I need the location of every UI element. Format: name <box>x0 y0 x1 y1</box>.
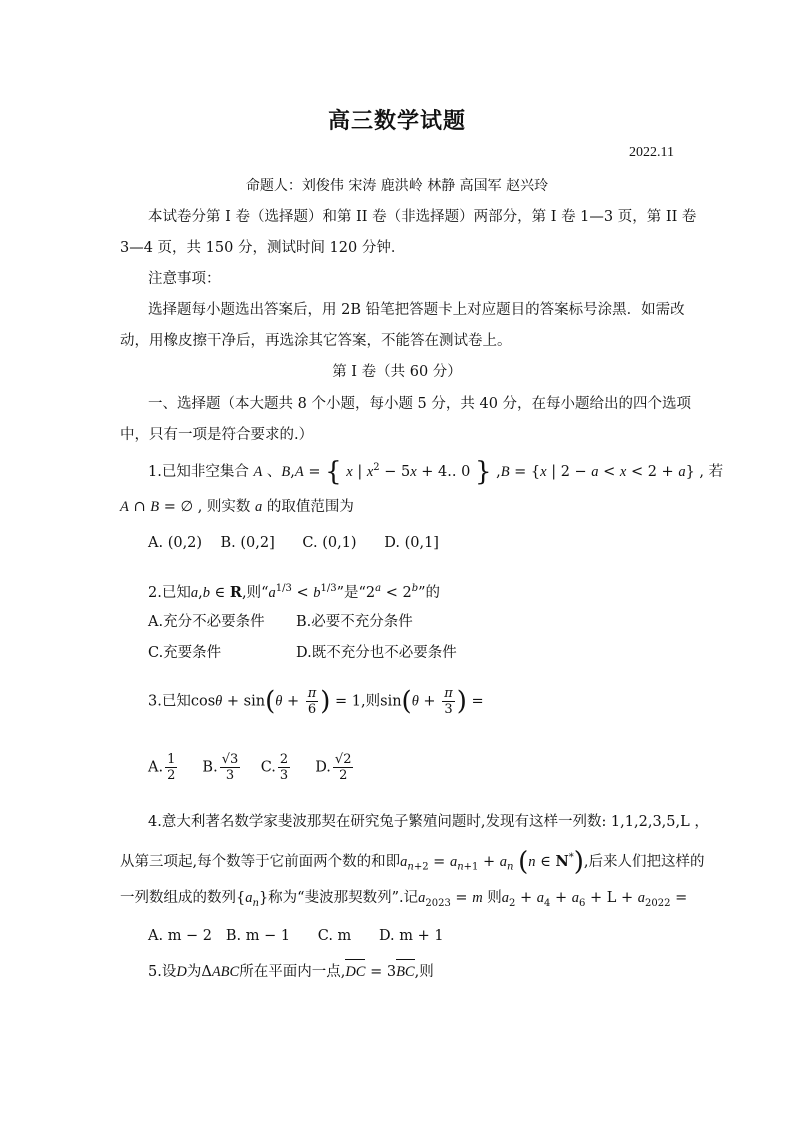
q3-prefix: 3.已知 <box>148 693 191 710</box>
q2-option-c: C.充要条件 <box>148 645 222 661</box>
intro-line-1: 本试卷分第 I 卷（选择题）和第 II 卷（非选择题）两部分，第 I 卷 1—3 页，第 II 卷 <box>148 209 697 225</box>
section-instruction-1: 一、选择题（本大题共 8 个小题，每小题 5 分，共 40 分，在每小题给出的四个选项 <box>148 396 692 412</box>
question-4-line-2: 从第三项起,每个数等于它前面两个数的和即$a_{n+2} = a_{n+1} + a_n$ (n ∈ N*),后来人们把这样的 <box>120 846 705 877</box>
q2-option-d: D.既不充分也不必要条件 <box>296 645 457 661</box>
intro-line-2: 3—4 页，共 150 分，测试时间 120 分钟． <box>120 240 406 256</box>
q2-prefix: 2.已知 <box>148 584 191 601</box>
section-title: 第 I 卷（共 60 分） <box>332 364 462 380</box>
q2-option-a: A.充分不必要条件 <box>148 614 265 630</box>
authors-line: 命题人：刘俊伟 宋涛 鹿洪岭 林静 高国军 赵兴玲 <box>245 178 549 194</box>
question-4-line-3: 一列数组成的数列$\{a_n\}$称为“斐波那契数列”.记$a_{2023} = m$ 则$a_2 + a_4 + a_6 + L + a_{2022}$ = <box>120 890 688 909</box>
q2-option-b: B.必要不充分条件 <box>296 614 413 630</box>
q1-suffix: 若 <box>708 463 724 480</box>
q3-option-b: B. <box>202 759 218 776</box>
q1-line2-text: 则实数 <box>206 499 251 515</box>
q4-line3-mid: 称为“斐波那契数列”.记 <box>268 890 419 906</box>
question-1-stem-2 <box>120 497 354 517</box>
q4-line3-prefix: 一列数组成的数列 <box>120 890 236 906</box>
q1-formula-2: A ∩ B = ∅ , <box>120 499 203 515</box>
question-1-options <box>148 533 439 553</box>
q4-line3-mid2: 则 <box>487 890 502 906</box>
q4-line2-prefix: 从第三项起,每个数等于它前面两个数的和即 <box>120 853 401 870</box>
page-title: 高三数学试题 <box>327 108 466 134</box>
question-4-options <box>148 926 444 946</box>
q4-option-c: C. m <box>317 928 352 944</box>
q1-prefix: 1.已知非空集合 <box>148 463 249 480</box>
exam-date: 2022.11 <box>629 145 674 160</box>
section-instruction-2: 中，只有一项是符合要求的.） <box>120 427 314 443</box>
q1-option-a: A. (0,2) <box>148 535 203 551</box>
q1-var-a: a <box>255 499 263 515</box>
q4-option-a: A. m − 2 <box>148 928 213 944</box>
notice-line-2: 动，用橡皮擦干净后，再选涂其它答案，不能答在测试卷上。 <box>120 333 512 349</box>
q2-end: ”的 <box>418 584 441 601</box>
notice-title: 注意事项： <box>148 271 221 287</box>
q2-mid: 则“ <box>246 584 269 601</box>
q5-mid: 为 <box>186 964 202 980</box>
q5-mid2: 所在平面内一点, <box>239 964 346 980</box>
q5-end: ,则 <box>414 964 434 980</box>
question-3-stem: 3.已知cosθ + sin(θ + $\frac{\pi}{6}$ ) = 1,则sin(θ + $\frac{\pi}{3}$ ) = <box>148 686 484 717</box>
q3-mid: 则 <box>365 693 381 710</box>
q4-option-b: B. m − 1 <box>225 928 291 944</box>
q1-option-d: D. (0,1] <box>384 535 439 551</box>
q3-option-c: C. <box>260 759 276 776</box>
q1-option-b: B. (0,2] <box>220 535 275 551</box>
question-4-line-1: 4.意大利著名数学家斐波那契在研究兔子繁殖问题时,发现有这样一列数: 1,1,2,3,5,L ， <box>148 814 709 830</box>
question-2-stem: 2.已知a,b ∈ R,则“$a^{1/3} < b^{1/3}$”是“$2^a < 2^b$”的 <box>148 583 441 601</box>
q3-option-a: A. <box>148 759 164 776</box>
question-3-options: A. $\frac{1}{2}$ B. $\frac{√3}{3}$ C. $\frac{2}{3}$ D. $\frac{√2}{2}$ <box>148 752 352 783</box>
q2-mid2: ”是“ <box>336 584 366 601</box>
question-1-stem <box>148 456 724 487</box>
q5-prefix: 5.设 <box>148 964 177 980</box>
question-5-stem: 5.设D为ΔABC所在平面内一点,DC = 3BC,则 <box>148 964 434 980</box>
q1-line2-end: 的取值范围为 <box>266 499 354 515</box>
q1-option-c: C. (0,1) <box>302 535 357 551</box>
q1-formula: A 、B,A = { x | $x^2 - 5x + 4$.. 0 } ,B = {x | 2 − a < x < 2 + a} , <box>253 456 705 487</box>
q4-line2-suffix: ,后来人们把这样的 <box>583 853 705 870</box>
q4-option-d: D. m + 1 <box>378 928 444 944</box>
notice-line-1: 选择题每小题选出答案后，用 2B 铅笔把答题卡上对应题目的答案标号涂黑．如需改 <box>148 302 685 318</box>
q3-option-d: D. <box>315 759 331 776</box>
